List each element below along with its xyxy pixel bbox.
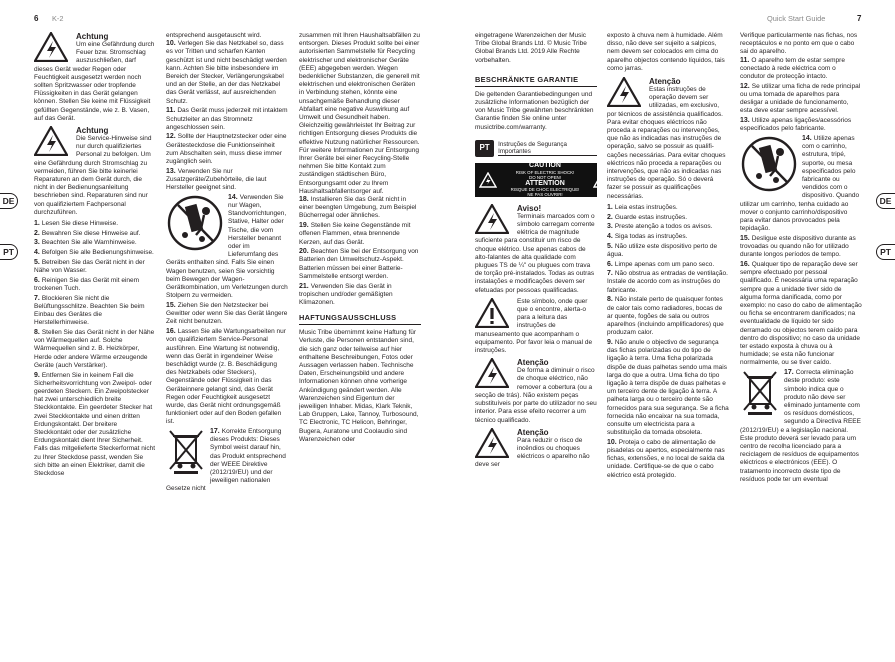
list-item-14: 14. Verwenden Sie nur Wagen, Standvorrichtungen, Stative, Halter oder Tische, die vom Hersteller benannt oder im Lieferumfang des Geräts enthalten sind. Falls Sie einen Wagen benutzen, seien Sie vorsichtig beim Bewegen der Wagen-Gerätkombination, um Verletzungen durch Stolpern zu vermeiden. bbox=[166, 193, 288, 300]
cart-tip-icon bbox=[740, 136, 798, 195]
list-item: 13. Verwenden Sie nur Zusatzgeräte/Zubehörteile, die laut Hersteller geeignet sind. bbox=[166, 167, 267, 192]
caution-text: CAUTION RISK OF ELECTRIC SHOCK! DO NOT OPEN! ATTENTION RISQUE DE CHOC ELECTRIQUE! NE PAS OUVRIR! bbox=[510, 162, 580, 198]
list-item: 8. Stellen Sie das Gerät nicht in der Nähe von Wärmequellen auf. Solche Wärmequellen sind z. B. Heizkörper, Herde oder andere Wärme erzeugende Geräte (auch Verstärker). bbox=[34, 329, 155, 369]
left-page bbox=[0, 0, 447, 662]
cart-tip-icon bbox=[166, 195, 224, 254]
list-item: 6. Limpe apenas com um pano seco. bbox=[607, 260, 715, 268]
note-body: Um eine Gefährdung durch Feuer bzw. Stromschlag auszuschließen, darf dieses Gerät weder Regen oder Feuchtigkeit ausgesetzt werden noch sollten Spritzwasser oder tropfende Flüssigkeiten in das Gerät gelangen können. Stellen Sie keine mit Flüssigkeit gefüllten Gegenstände, wie z. B. Vasen, auf das Gerät. bbox=[34, 41, 155, 122]
exclamation-warning-icon bbox=[592, 167, 597, 193]
shock-warning-icon bbox=[34, 126, 72, 156]
list-item: 6. Reinigen Sie das Gerät mit einem trockenen Tuch. bbox=[34, 276, 140, 292]
list-item-14: 14. Utilize apenas com o carrinho, estrutura, tripé, suporte, ou mesa especificados pelo fabricante ou vendidos com o dispositivo. Quando utilizar um carrinho, tenha cuidado ao mover o conjunto carrinho/dispositivo para evitar danos provocados pela tepidação. bbox=[740, 134, 860, 233]
safety-list bbox=[740, 57, 862, 134]
safety-list bbox=[607, 204, 729, 480]
pt-language-badge: PT bbox=[475, 140, 494, 157]
warning-note-cover: Atenção De forma a diminuir o risco de choque eléctrico, não remover a cobertura (ou a secção de trás). Não existem peças substituíveis por parte do utilizador no seu interior. Para esse efeito recorrer a um técnico qualificado. bbox=[475, 358, 597, 424]
continued-text: Verifique particularmente nas fichas, nos receptáculos e no ponto em que o cabo sai do aparelho. bbox=[740, 32, 858, 56]
list-item: 7. Blockieren Sie nicht die Belüftungsschlitze. Beachten Sie beim Einbau des Gerätes die Herstellerhinweise. bbox=[34, 294, 145, 327]
tab-pt-right[interactable]: PT bbox=[876, 244, 895, 260]
list-item: 9. Não anule o objectivo de segurança das fichas polarizadas ou do tipo de ligação à terra. Uma ficha polarizada dispõe de duas palhetas sendo uma mais larga do que a outra. Uma ficha do tipo ligação à terra dispõe de duas palhetas e um terceiro dente de ligação à terra. A palheta larga ou o terceiro dente são fornecidos para sua segurança. Se a ficha fornecida não encaixar na sua tomada, consulte um electricista para a substituição da tomada obsoleta. bbox=[607, 338, 729, 437]
shock-warning-icon bbox=[478, 167, 498, 193]
list-item: 7. Não obstrua as entradas de ventilação. Instale de acordo com as instruções do fabricante. bbox=[607, 270, 728, 294]
note-title: Achtung bbox=[76, 126, 109, 136]
page-number-right: 7 bbox=[857, 14, 862, 23]
safety-list bbox=[299, 196, 421, 307]
shock-warning-icon bbox=[475, 204, 513, 234]
warranty-heading: BESCHRÄNKTE GARANTIE bbox=[475, 75, 597, 87]
list-item: 21. Verwenden Sie das Gerät in tropischen und/oder gemäßigten Klimazonen. bbox=[299, 282, 393, 306]
list-item: 1. Lesen Sie diese Hinweise. bbox=[34, 220, 119, 228]
continued-text: exposto à chuva nem à humidade. Além disso, não deve ser sujeito a salpicos, nem devem ser colocados em cima do aparelho objectos contendo líquidos, tais como jarras. bbox=[607, 32, 725, 72]
column-1 bbox=[34, 32, 156, 657]
disclaimer-body: Music Tribe übernimmt keine Haftung für Verluste, die Personen entstanden sind, die sich ganz oder teilweise auf hier enthaltene Beschreibungen, Fotos oder Aussagen verlassen haben. Technische Daten, Erscheinungsbild und andere Informationen können ohne vorherige Ankündigung geändert werden. Alle Warenzeichen sind Eigentum der jeweiligen Inhaber. Midas, Klark Teknik, Lab Gruppen, Lake, Tannoy, Turbosound, TC Electronic, TC Helicon, Behringer, Bugera, Auratone und Coolaudio sind Warenzeichen oder bbox=[299, 329, 419, 443]
warning-note-manual: Este símbolo, onde quer que o encontre, alerta-o para a leitura das instruções de manuseamento que acompanham o equipamento. Por favor leia o manual de instruções. bbox=[475, 297, 593, 355]
column-2 bbox=[166, 32, 288, 657]
list-item: 8. Não instale perto de quaisquer fontes de calor tais como radiadores, bocas de ar quente, fogões de sala ou outros aparelhos (incluindo amplificadores) que produzam calor. bbox=[607, 296, 724, 337]
list-item: 2. Guarde estas instruções. bbox=[607, 213, 688, 221]
column-6 bbox=[740, 32, 862, 657]
list-item: 9. Entfernen Sie in keinem Fall die Sicherheitsvorrichtung von Zweipol- oder geerdeten Steckern. Ein Zweipolstecker hat zwei unterschiedlich breite Steckkontakte. Ein geerdeter Stecker hat zwei Steckkontakte und einen dritten Erdungskontakt. Der breitere Steckkontakt oder der zusätzliche Erdungskontakt dient Ihrer Sicherheit. Falls das mitgelieferte Steckerformat nicht zu Ihrer Steckdose passt, wenden Sie sich bitte an einen Elektriker, damit die Steckdose bbox=[34, 371, 156, 477]
weee-bin-icon bbox=[166, 429, 206, 478]
disclaimer-heading: HAFTUNGSAUSSCHLUSS bbox=[299, 313, 421, 325]
list-item: 13. Utilize apenas ligações/acessórios especificados pelo fabricante. bbox=[740, 117, 852, 133]
list-item: 16. Lassen Sie alle Wartungsarbeiten nur von qualifiziertem Service-Personal ausführen. Eine Wartung ist notwendig, wenn das Gerät in irgendeiner Weise beschädigt wurde (z. B. Beschädigung des Netzkabels oder Steckers), Gegenstände oder Flüssigkeit in das Geräteinnere gelangt sind, das Gerät Regen oder Feuchtigkeit ausgesetzt wurde, das Gerät nicht ordnungsgemäß funktioniert oder auf den Boden gefallen ist. bbox=[166, 328, 286, 426]
tab-pt-left[interactable]: PT bbox=[0, 244, 18, 260]
warning-note-fire-pt: Atenção Para reduzir o risco de incêndios ou choques eléctricos o aparelho não deve ser bbox=[475, 427, 590, 469]
warranty-body: Die geltenden Garantiebedingungen und zusätzliche Informationen bezüglich der von Music Tribe gewährten beschränkten Garantie finden Sie online unter musictribe.com/warranty. bbox=[475, 90, 594, 131]
list-item: 5. Betreiben Sie das Gerät nicht in der Nähe von Wasser. bbox=[34, 258, 145, 275]
note-body: Die Service-Hinweise sind nur durch qualifiziertes Personal zu befolgen. Um eine Gefährdung durch Stromschlag zu vermeiden, führen Sie bitte keinerlei Reparaturen an dem Gerät durch, die nicht in der Bedienungsanleitung beschrieben sind. Reparaturen sind nur von qualifiziertem Fachpersonal durchzuführen. bbox=[34, 135, 152, 216]
column-4 bbox=[475, 32, 597, 657]
list-item: 10. Verlegen Sie das Netzkabel so, dass es vor Tritten und scharfen Kanten geschützt ist und nicht beschädigt werden kann. Achten Sie bitte insbesondere im Bereich der Stecker, Verlängerungskabel und an der Stelle, an der das Netzkabel das Gerät verlässt, auf ausreichenden Schutz. bbox=[166, 40, 287, 105]
caution-label bbox=[475, 163, 597, 197]
right-page bbox=[447, 0, 894, 662]
list-item: 2. Bewahren Sie diese Hinweise auf. bbox=[34, 229, 141, 237]
continued-text: eingetragene Warenzeichen der Music Tribe Global Brands Ltd. © Music Tribe Global Brands Ltd. 2019 Alle Rechte vorbehalten. bbox=[475, 32, 587, 64]
safety-list bbox=[34, 220, 156, 478]
warning-note-fire bbox=[34, 32, 156, 123]
list-item: 3. Preste atenção a todos os avisos. bbox=[607, 223, 713, 231]
warning-note-service-pt: Atenção Estas instruções de operação devem ser utilizadas, em exclusivo, por técnicos de assistência qualificados. Para evitar choques eléctricos não proceda a reparações ou intervenções, que não as indicadas nas instruções de operação, salvo se possuir as qualifi-cações necessárias. Para evitar choques eléctricos não proceda a reparações ou intervenções, que não as indicadas nas instruções de operação. Só o deverá fazer se possuir as qualificações necessárias. bbox=[607, 77, 726, 200]
list-item: 16. Qualquer tipo de reparação deve ser sempre efectuado por pessoal qualificado. É necessária uma reparação sempre que a unidade tiver sido de alguma forma danificada, como por exemplo: no caso do cabo de alimentação ou ficha se encontrarem danificados; na eventualidade de líquido ter sido derramado ou objectos terem caído para dentro do dispositivo; no caso da unidade ter estado exposta à chuva ou à humidade; se esta não funcionar normalmente, ou se tiver caído. bbox=[740, 260, 862, 367]
list-item: 4. Siga todas as instruções. bbox=[607, 232, 688, 240]
shock-warning-icon bbox=[607, 77, 645, 107]
list-item: 15. Ziehen Sie den Netzstecker bei Gewitter oder wenn Sie das Gerät längere Zeit nicht benutzen. bbox=[166, 302, 288, 326]
safety-list bbox=[166, 302, 288, 427]
column-5 bbox=[607, 32, 729, 657]
list-item-17: 17. Correcta eliminação deste produto: este símbolo indica que o produto não deve ser eliminado juntamente com os resíduos domésticos, segundo a Directiva REEE (2012/19/EU) e a legislação nacional. Este produto deverá ser levado para um centro de recolha licenciado para a reciclagem de resíduos de equipamentos eléctricos e electrónicos (EEE). O tratamento incorrecto deste tipo de resíduos pode ter um eventual bbox=[740, 369, 861, 483]
list-item: 1. Leia estas instruções. bbox=[607, 203, 678, 211]
warning-note-service bbox=[34, 126, 156, 217]
shock-warning-icon bbox=[475, 358, 513, 388]
safety-list bbox=[166, 40, 288, 192]
list-item: 3. Beachten Sie alle Warnhinweise. bbox=[34, 239, 137, 247]
shock-warning-icon bbox=[34, 32, 72, 62]
column-3 bbox=[299, 32, 421, 657]
pt-section-badge bbox=[475, 140, 597, 157]
tab-de-left[interactable]: DE bbox=[0, 193, 18, 209]
list-item: 15. Desligue este dispositivo durante as trovoadas ou quando não for utilizado durante longos períodos de tempo. bbox=[740, 234, 856, 259]
note-title: Achtung bbox=[76, 32, 109, 41]
list-item: 11. Das Gerät muss jederzeit mit intaktem Schutzleiter an das Stromnetz angeschlossen sein. bbox=[166, 107, 288, 131]
list-item: 12. Sollte der Hauptnetzstecker oder eine Gerätesteckdose die Funktionseinheit zum Abschalten sein, muss diese immer zugänglich sein. bbox=[166, 133, 287, 166]
doc-code: K-2 bbox=[52, 14, 64, 23]
weee-bin-icon bbox=[740, 370, 780, 419]
continued-text: entsprechend ausgetauscht wird. bbox=[166, 32, 262, 39]
list-item: 12. Se utilizar uma ficha de rede principal ou uma tomada de aparelhos para desligar a unidade de funcionamento, esta deve estar sempre acessível. bbox=[740, 82, 861, 115]
list-item: 20. Beachten Sie bei der Entsorgung von Batterien den Umweltschutz-Aspekt. Batterien müssen bei einer Batterie-Sammelstelle entsorgt werden. bbox=[299, 248, 419, 280]
pt-section-subtitle: Instruções de Segurança Importantes bbox=[498, 141, 597, 156]
tab-de-right[interactable]: DE bbox=[876, 193, 895, 209]
list-item: 10. Proteja o cabo de alimentação de pisadelas ou apertos, especialmente nas fichas, extensões, e no local de saída da unidade. Certifique-se de que o cabo eléctrico está protegido. bbox=[607, 438, 725, 479]
list-item: 11. O aparelho tem de estar sempre conectado à rede eléctrica com o condutor de protecção intacto. bbox=[740, 56, 845, 81]
continued-text: zusammen mit Ihren Haushaltsabfällen zu entsorgen. Dieses Produkt sollte bei einer autorisierten Sammelstelle für Recycling elektrischer und elektronischer Geräte (EEE) abgegeben werden. Wegen bedenklicher Substanzen, die generell mit elektrischen und elektronischen Geräten in Verbindung stehen, könnte eine unsachgemäße Behandlung dieser Abfallart eine negative Auswirkung auf Umwelt und Gesundheit haben. Gleichzeitig gewährleistet Ihr Beitrag zur richtigen Entsorgung dieses Produkts die effektive Nutzung natürlicher Ressourcen. Für weitere Informationen zur Entsorgung Ihrer Geräte bei einer Recycling-Stelle nehmen Sie bitte Kontakt zum zuständigen städtischen Büro, Entsorgungsamt oder zu Ihrem Haushaltsabfallentsorger auf. bbox=[299, 32, 421, 195]
list-item-17: 17. Korrekte Entsorgung dieses Produkts: Dieses Symbol weist darauf hin, das Produkt entsprechend der WEEE Direktive (2012/19/EU) und der jeweiligen nationalen Gesetze nicht bbox=[166, 428, 286, 493]
safety-list bbox=[740, 235, 862, 368]
page-number-left: 6 bbox=[34, 14, 39, 23]
shock-warning-icon bbox=[475, 428, 513, 458]
list-item: 5. Não utilize este dispositivo perto de água. bbox=[607, 242, 718, 258]
list-item: 4. Befolgen Sie alle Bedienungshinweise. bbox=[34, 249, 154, 257]
list-item: 18. Installieren Sie das Gerät nicht in einer beengten Umgebung, zum Beispiel Bücherregal oder ähnliches. bbox=[299, 196, 417, 220]
list-item: 19. Stellen Sie keine Gegenstände mit offenen Flammen, etwa brennende Kerzen, auf das Gerät. bbox=[299, 222, 411, 246]
doc-title: Quick Start Guide bbox=[767, 14, 826, 23]
exclamation-warning-icon bbox=[475, 298, 513, 328]
warning-note-terminals: Aviso! Terminais marcados com o símbolo carregam corrente elétrica de magnitude suficiente para constituir um risco de choque elétrico. Use apenas cabos de alto-falantes de alta qualidade com plugues TS de ¼" ou plugues com trava de torção pré-instalados. Todas as outras instalações e modificações devem ser efetuadas por pessoas qualificadas. bbox=[475, 203, 595, 294]
